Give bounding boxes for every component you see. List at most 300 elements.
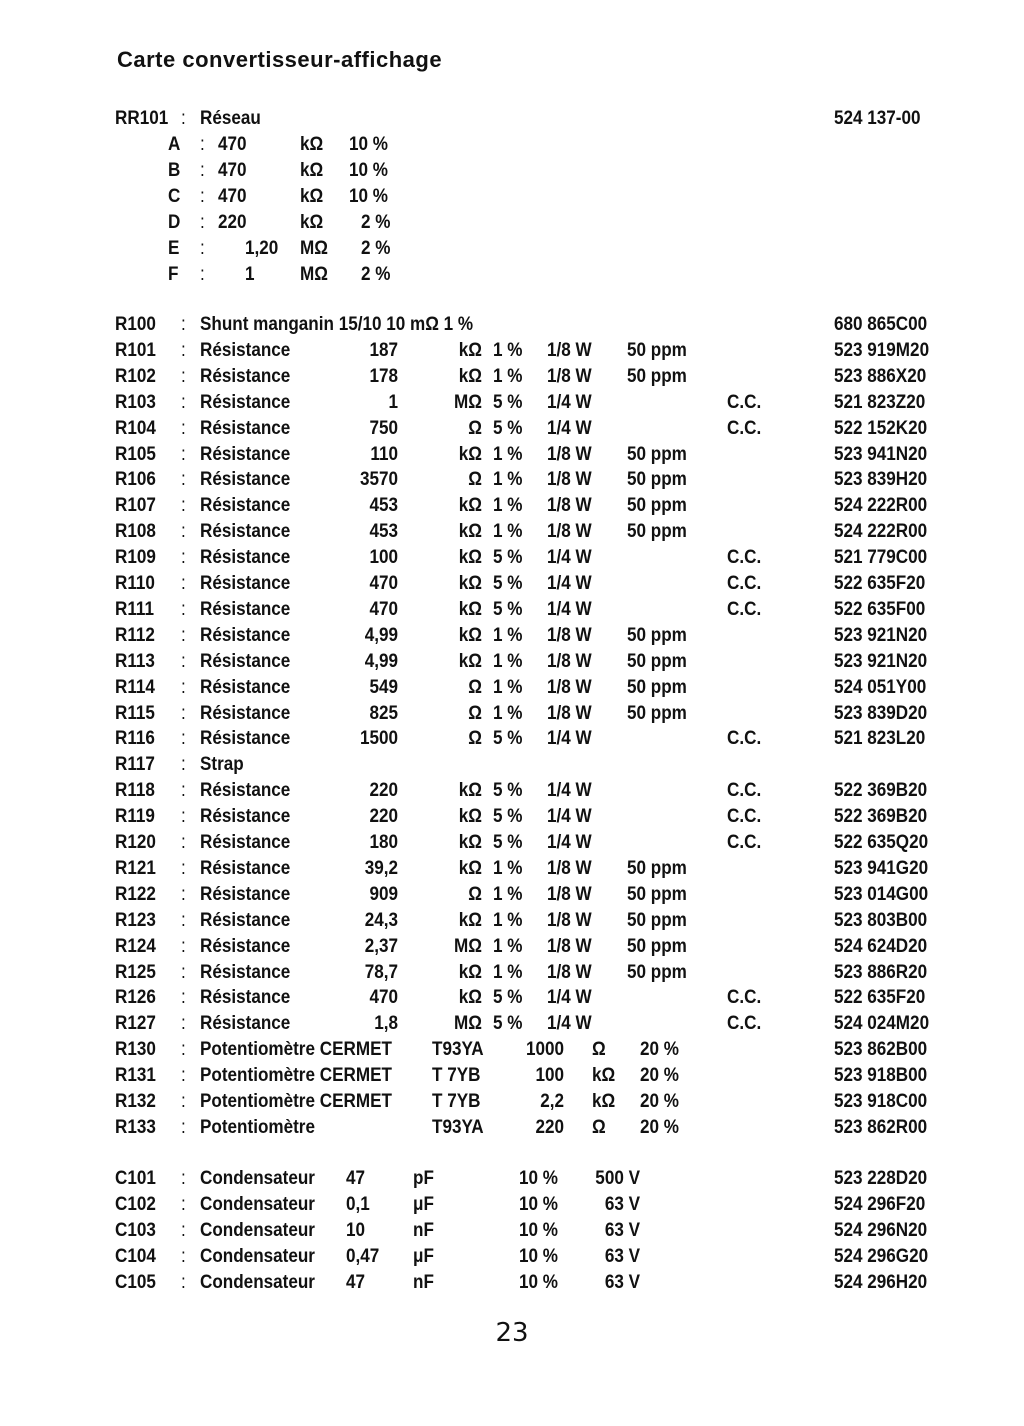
- description: Résistance: [200, 495, 291, 517]
- separator: :: [181, 547, 186, 569]
- separator: :: [200, 238, 205, 259]
- type-cc: C.C.: [727, 1013, 762, 1035]
- description: Condensateur: [200, 1271, 315, 1293]
- description: Réseau: [200, 108, 261, 129]
- temp-coefficient: 50 ppm: [627, 521, 687, 543]
- unit: kΩ: [458, 521, 482, 543]
- potentiometer-row: [0, 1117, 1024, 1143]
- separator: :: [181, 469, 186, 491]
- unit: kΩ: [458, 573, 482, 594]
- type-cc: C.C.: [727, 391, 762, 413]
- power: 1/8 W: [547, 624, 592, 646]
- power: 1/4 W: [547, 832, 592, 853]
- unit: nF: [413, 1271, 434, 1293]
- value: 187: [369, 339, 398, 361]
- value: 825: [369, 702, 398, 724]
- model: T93YA: [432, 1116, 484, 1138]
- potentiometer-row: [0, 1065, 1024, 1091]
- power: 1/8 W: [547, 650, 592, 672]
- unit: kΩ: [300, 134, 324, 155]
- unit: Ω: [592, 1116, 606, 1138]
- unit: μF: [413, 1193, 434, 1215]
- power: 1/4 W: [547, 598, 592, 620]
- separator: :: [181, 1039, 186, 1060]
- ref: R123: [115, 909, 156, 931]
- resistor-row: [0, 1013, 1024, 1039]
- tolerance: 10 %: [519, 1271, 558, 1293]
- tolerance: 10 %: [349, 160, 388, 181]
- ref: R106: [115, 469, 156, 491]
- unit: kΩ: [300, 160, 324, 181]
- network-sub-row: [0, 238, 1024, 264]
- description: Résistance: [200, 987, 291, 1009]
- ref: R125: [115, 961, 156, 983]
- resistor-row: [0, 910, 1024, 936]
- resistor-row: [0, 884, 1024, 910]
- power: 1/8 W: [547, 883, 592, 905]
- unit: Ω: [468, 883, 482, 905]
- value: 1: [388, 391, 398, 413]
- unit: Ω: [468, 676, 482, 698]
- description: Résistance: [200, 598, 291, 620]
- unit: kΩ: [458, 987, 482, 1009]
- tolerance: 5 %: [493, 573, 523, 594]
- power: 1/8 W: [547, 702, 592, 724]
- part-code: 523 919M20: [834, 339, 930, 361]
- value: 470: [218, 186, 247, 207]
- resistor-row: [0, 987, 1024, 1013]
- model: T 7YB: [432, 1090, 481, 1112]
- tolerance: 10 %: [519, 1245, 558, 1267]
- page-title: Carte convertisseur-affichage: [117, 47, 443, 72]
- ref: R101: [115, 339, 156, 361]
- tolerance: 5 %: [493, 547, 523, 569]
- unit: kΩ: [458, 495, 482, 517]
- separator: :: [181, 1013, 186, 1035]
- separator: :: [181, 1090, 186, 1112]
- description: Résistance: [200, 1013, 291, 1035]
- type-cc: C.C.: [727, 547, 762, 569]
- description: Résistance: [200, 365, 291, 387]
- tolerance: 10 %: [519, 1168, 558, 1189]
- resistor-row: [0, 780, 1024, 806]
- power: 1/4 W: [547, 417, 592, 439]
- ref: C104: [115, 1245, 156, 1267]
- part-code: 524 222R00: [834, 495, 928, 517]
- ref: R102: [115, 365, 156, 387]
- power: 1/8 W: [547, 909, 592, 931]
- unit: pF: [413, 1168, 434, 1189]
- unit: kΩ: [300, 212, 324, 233]
- description: Potentiomètre CERMET: [200, 1090, 392, 1112]
- tolerance: 1 %: [493, 857, 523, 879]
- ref: R112: [115, 624, 155, 646]
- ref: C103: [115, 1219, 156, 1241]
- part-code: 524 296F20: [834, 1193, 926, 1215]
- ref: R107: [115, 495, 156, 517]
- part-code: 524 051Y00: [834, 676, 927, 698]
- description: Résistance: [200, 780, 291, 802]
- temp-coefficient: 50 ppm: [627, 495, 687, 517]
- page-number: 23: [495, 1318, 529, 1348]
- part-code: 521 823L20: [834, 728, 926, 750]
- value: 470: [218, 160, 247, 181]
- description: Résistance: [200, 857, 291, 879]
- value: 4,99: [364, 650, 398, 672]
- network-sub-row: [0, 264, 1024, 290]
- description: Condensateur: [200, 1168, 315, 1189]
- resistor-row: [0, 754, 1024, 780]
- resistor-row: [0, 728, 1024, 754]
- separator: :: [181, 1193, 186, 1215]
- separator: :: [181, 909, 186, 931]
- type-cc: C.C.: [727, 780, 762, 802]
- resistor-row: [0, 573, 1024, 599]
- temp-coefficient: 50 ppm: [627, 935, 687, 957]
- temp-coefficient: 50 ppm: [627, 909, 687, 931]
- resistor-row: [0, 547, 1024, 573]
- part-code: 523 886X20: [834, 365, 927, 387]
- tolerance: 1 %: [493, 650, 523, 672]
- resistor-row: [0, 677, 1024, 703]
- description: Résistance: [200, 728, 291, 750]
- tolerance: 1 %: [493, 702, 523, 724]
- capacitor-row: [0, 1194, 1024, 1220]
- type-cc: C.C.: [727, 728, 762, 750]
- part-code: 522 152K20: [834, 417, 928, 439]
- value: 1500: [359, 728, 398, 750]
- resistor-row: [0, 858, 1024, 884]
- voltage: 500 V: [595, 1168, 640, 1189]
- value: 549: [369, 676, 398, 698]
- resistor-row: [0, 651, 1024, 677]
- tolerance: 1 %: [493, 961, 523, 983]
- ref: R131: [115, 1064, 156, 1086]
- type-cc: C.C.: [727, 598, 762, 620]
- ref: R110: [115, 573, 155, 594]
- voltage: 63 V: [604, 1245, 640, 1267]
- capacitor-row: [0, 1220, 1024, 1246]
- separator: :: [181, 676, 186, 698]
- voltage: 63 V: [604, 1219, 640, 1241]
- part-code: 523 921N20: [834, 650, 928, 672]
- type-cc: C.C.: [727, 987, 762, 1009]
- ref: R132: [115, 1090, 156, 1112]
- description: Condensateur: [200, 1193, 315, 1215]
- capacitor-row: [0, 1246, 1024, 1272]
- part-code: 523 839H20: [834, 469, 928, 491]
- tolerance: 1 %: [493, 469, 523, 491]
- description: Potentiomètre: [200, 1116, 315, 1138]
- network-row: [0, 108, 1024, 134]
- potentiometer-row: [0, 1091, 1024, 1117]
- ref: R109: [115, 547, 156, 569]
- description: Résistance: [200, 935, 291, 957]
- unit: kΩ: [458, 547, 482, 569]
- description: Résistance: [200, 547, 291, 569]
- ref: R116: [115, 728, 155, 750]
- sub-letter: C: [168, 186, 181, 207]
- separator: :: [181, 365, 186, 387]
- resistor-row: [0, 703, 1024, 729]
- tolerance: 5 %: [493, 598, 523, 620]
- separator: :: [181, 702, 186, 724]
- value: 220: [369, 806, 398, 828]
- value: 4,99: [364, 624, 398, 646]
- ref: R126: [115, 987, 156, 1009]
- value: 100: [535, 1064, 564, 1086]
- tolerance: 5 %: [493, 832, 523, 853]
- unit: Ω: [468, 728, 482, 750]
- model: T 7YB: [432, 1064, 481, 1086]
- tolerance: 1 %: [493, 883, 523, 905]
- ref: RR101: [115, 108, 169, 129]
- sub-letter: A: [168, 134, 181, 155]
- power: 1/8 W: [547, 676, 592, 698]
- unit: Ω: [468, 417, 482, 439]
- type-cc: C.C.: [727, 832, 762, 853]
- separator: :: [181, 857, 186, 879]
- part-code: 524 137-00: [834, 108, 921, 129]
- unit: kΩ: [458, 806, 482, 828]
- value: 10: [346, 1219, 366, 1241]
- unit: Ω: [592, 1039, 606, 1060]
- value: 0,1: [346, 1193, 370, 1215]
- tolerance: 1 %: [493, 935, 523, 957]
- part-code: 522 635F00: [834, 598, 926, 620]
- part-code: 523 862B00: [834, 1039, 928, 1060]
- separator: :: [181, 495, 186, 517]
- type-cc: C.C.: [727, 417, 762, 439]
- ref: R127: [115, 1013, 156, 1035]
- part-code: 524 024M20: [834, 1013, 930, 1035]
- value: 110: [370, 443, 398, 465]
- power: 1/4 W: [547, 728, 592, 750]
- ref: R104: [115, 417, 156, 439]
- tolerance: 5 %: [493, 728, 523, 750]
- part-code: 524 624D20: [834, 935, 928, 957]
- ref: C102: [115, 1193, 156, 1215]
- separator: :: [181, 987, 186, 1009]
- unit: kΩ: [300, 186, 324, 207]
- tolerance: 10 %: [349, 134, 388, 155]
- separator: :: [200, 264, 205, 285]
- ref: R100: [115, 314, 156, 335]
- value: 1,8: [374, 1013, 398, 1035]
- description: Résistance: [200, 469, 291, 491]
- resistor-row: [0, 936, 1024, 962]
- temp-coefficient: 50 ppm: [627, 702, 687, 724]
- value: 453: [369, 521, 398, 543]
- power: 1/8 W: [547, 935, 592, 957]
- value: 47: [346, 1271, 366, 1293]
- tolerance: 10 %: [519, 1219, 558, 1241]
- part-code: 523 862R00: [834, 1116, 928, 1138]
- resistor-row: [0, 469, 1024, 495]
- tolerance: 20 %: [640, 1116, 679, 1138]
- description: Résistance: [200, 391, 291, 413]
- value: 47: [346, 1168, 366, 1189]
- network-sub-row: [0, 134, 1024, 160]
- part-code: 523 941N20: [834, 443, 928, 465]
- tolerance: 1 %: [493, 365, 523, 387]
- unit: kΩ: [458, 365, 482, 387]
- separator: :: [181, 883, 186, 905]
- description: Résistance: [200, 650, 291, 672]
- power: 1/8 W: [547, 365, 592, 387]
- separator: :: [181, 108, 186, 129]
- separator: :: [181, 1245, 186, 1267]
- temp-coefficient: 50 ppm: [627, 883, 687, 905]
- ref: R111: [115, 598, 154, 620]
- separator: :: [181, 339, 186, 361]
- separator: :: [200, 160, 205, 181]
- part-code: 523 886R20: [834, 961, 928, 983]
- ref: R120: [115, 832, 156, 853]
- description: Résistance: [200, 806, 291, 828]
- separator: :: [181, 1271, 186, 1293]
- type-cc: C.C.: [727, 573, 762, 594]
- description: Résistance: [200, 883, 291, 905]
- description: Résistance: [200, 909, 291, 931]
- separator: :: [181, 832, 186, 853]
- power: 1/8 W: [547, 469, 592, 491]
- description: Résistance: [200, 417, 291, 439]
- ref: R119: [115, 806, 155, 828]
- part-code: 522 369B20: [834, 780, 928, 802]
- value: 470: [369, 987, 398, 1009]
- resistor-row: [0, 521, 1024, 547]
- unit: kΩ: [592, 1064, 616, 1086]
- ref: R103: [115, 391, 156, 413]
- unit: kΩ: [458, 961, 482, 983]
- part-code: 522 635F20: [834, 573, 926, 594]
- value: 470: [369, 573, 398, 594]
- description: Résistance: [200, 832, 291, 853]
- tolerance: 10 %: [349, 186, 388, 207]
- separator: :: [181, 417, 186, 439]
- temp-coefficient: 50 ppm: [627, 365, 687, 387]
- ref: R117: [115, 754, 155, 776]
- separator: :: [181, 314, 186, 335]
- tolerance: 2 %: [361, 238, 391, 259]
- description: Potentiomètre CERMET: [200, 1039, 392, 1060]
- ref: R133: [115, 1116, 156, 1138]
- temp-coefficient: 50 ppm: [627, 857, 687, 879]
- power: 1/4 W: [547, 547, 592, 569]
- separator: :: [181, 1064, 186, 1086]
- separator: :: [181, 780, 186, 802]
- sub-letter: F: [168, 264, 179, 285]
- separator: :: [181, 443, 186, 465]
- ref: C101: [115, 1168, 156, 1189]
- ref: R105: [115, 443, 156, 465]
- model: T93YA: [432, 1039, 484, 1060]
- unit: kΩ: [458, 624, 482, 646]
- tolerance: 1 %: [493, 676, 523, 698]
- unit: MΩ: [454, 391, 482, 413]
- value: 100: [369, 547, 398, 569]
- unit: kΩ: [458, 598, 482, 620]
- tolerance: 1 %: [493, 624, 523, 646]
- unit: μF: [413, 1245, 434, 1267]
- resistor-row: [0, 392, 1024, 418]
- voltage: 63 V: [604, 1193, 640, 1215]
- value: 1,20: [245, 238, 279, 259]
- part-code: 523 803B00: [834, 909, 928, 931]
- separator: :: [181, 754, 186, 776]
- sub-letter: D: [168, 212, 181, 233]
- capacitor-row: [0, 1272, 1024, 1298]
- unit: Ω: [468, 469, 482, 491]
- unit: kΩ: [458, 909, 482, 931]
- separator: :: [181, 961, 186, 983]
- unit: kΩ: [458, 443, 482, 465]
- description: Résistance: [200, 339, 291, 361]
- ref: R118: [115, 780, 155, 802]
- resistor-row: [0, 806, 1024, 832]
- tolerance: 1 %: [493, 521, 523, 543]
- part-code: 522 635F20: [834, 987, 926, 1009]
- separator: :: [200, 134, 205, 155]
- tolerance: 5 %: [493, 1013, 523, 1035]
- temp-coefficient: 50 ppm: [627, 469, 687, 491]
- value: 470: [369, 598, 398, 620]
- temp-coefficient: 50 ppm: [627, 676, 687, 698]
- separator: :: [181, 573, 186, 594]
- part-code: 523 918C00: [834, 1090, 928, 1112]
- value: 453: [369, 495, 398, 517]
- part-code: 524 222R00: [834, 521, 928, 543]
- resistor-row: [0, 962, 1024, 988]
- part-code: 522 635Q20: [834, 832, 929, 853]
- ref: R124: [115, 935, 156, 957]
- value: 750: [369, 417, 398, 439]
- resistor-row: [0, 599, 1024, 625]
- value: 3570: [359, 469, 398, 491]
- unit: nF: [413, 1219, 434, 1241]
- voltage: 63 V: [604, 1271, 640, 1293]
- unit: Ω: [468, 702, 482, 724]
- value: 1: [245, 264, 255, 285]
- ref: R114: [115, 676, 155, 698]
- description: Condensateur: [200, 1245, 315, 1267]
- separator: :: [181, 1219, 186, 1241]
- resistor-row: [0, 625, 1024, 651]
- tolerance: 20 %: [640, 1090, 679, 1112]
- temp-coefficient: 50 ppm: [627, 961, 687, 983]
- tolerance: 1 %: [493, 909, 523, 931]
- value: 24,3: [364, 909, 398, 931]
- unit: MΩ: [300, 238, 328, 259]
- description: Strap: [200, 754, 244, 776]
- description: Résistance: [200, 573, 291, 594]
- unit: MΩ: [300, 264, 328, 285]
- value: 180: [369, 832, 398, 853]
- value: 220: [369, 780, 398, 802]
- ref: C105: [115, 1271, 156, 1293]
- type-cc: C.C.: [727, 806, 762, 828]
- separator: :: [181, 728, 186, 750]
- unit: kΩ: [458, 857, 482, 879]
- tolerance: 1 %: [493, 495, 523, 517]
- separator: :: [200, 186, 205, 207]
- unit: MΩ: [454, 935, 482, 957]
- unit: kΩ: [458, 339, 482, 361]
- tolerance: 20 %: [640, 1039, 679, 1060]
- part-code: 523 839D20: [834, 702, 928, 724]
- part-code: 523 921N20: [834, 624, 928, 646]
